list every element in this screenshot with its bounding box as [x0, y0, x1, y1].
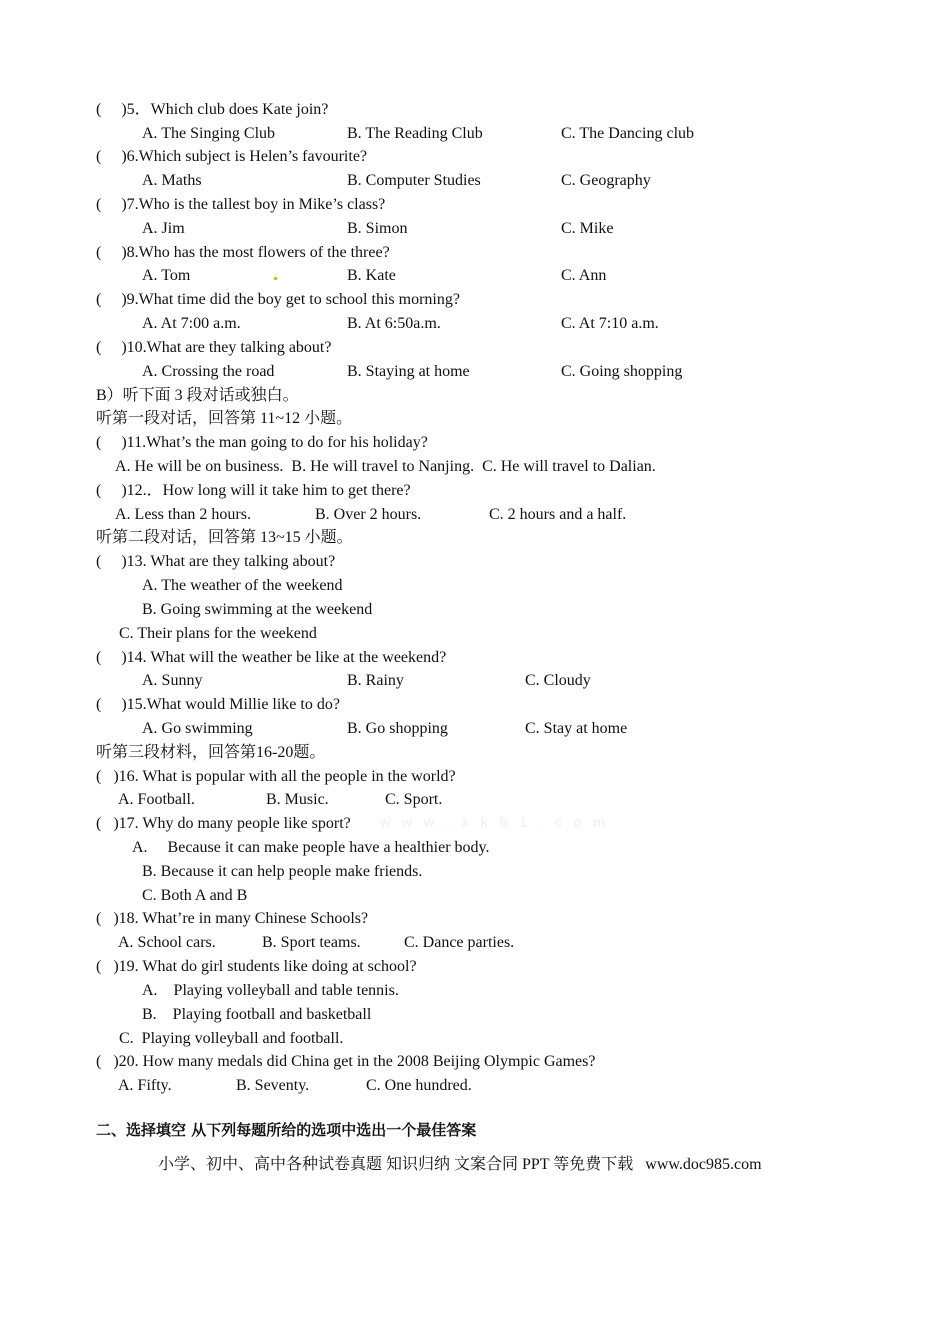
- q17-option-c: C. Both A and B: [142, 887, 248, 904]
- q14-option-c: C. Cloudy: [525, 672, 591, 689]
- q5-option-c: C. The Dancing club: [561, 125, 695, 142]
- section-b-title: B）听下面 3 段对话或独白。: [96, 387, 299, 404]
- question-11: ( )11.What’s the man going to do for his holiday?: [96, 434, 428, 451]
- question-16: ( )16. What is popular with all the people in the world?: [96, 768, 456, 785]
- question-20: ( )20. How many medals did China get in the 2008 Beijing Olympic Games?: [96, 1053, 596, 1070]
- question-14: ( )14. What will the weather be like at the weekend?: [96, 649, 447, 666]
- q18-option-c: C. Dance parties.: [404, 934, 515, 951]
- dialogue-1-title: 听第一段对话，回答第 11~12 小题。: [96, 410, 353, 427]
- q7-option-a: A. Jim: [142, 220, 185, 237]
- q17-option-b: B. Because it can help people make friends.: [142, 863, 423, 880]
- question-19: ( )19. What do girl students like doing at school?: [96, 958, 417, 975]
- question-12: ( )12.．How long will it take him to get there?: [96, 482, 411, 499]
- dialogue-2-title: 听第二段对话，回答第 13~15 小题。: [96, 529, 353, 546]
- q11-options: A. He will be on business. B. He will travel to Nanjing. C. He will travel to Dalian.: [115, 458, 656, 475]
- q16-option-b: B. Music.: [266, 791, 329, 808]
- question-9: ( )9.What time did the boy get to school this morning?: [96, 291, 460, 308]
- question-10: ( )10.What are they talking about?: [96, 339, 332, 356]
- q10-option-a: A. Crossing the road: [142, 363, 275, 380]
- q14-option-b: B. Rainy: [347, 672, 404, 689]
- q13-option-c: C. Their plans for the weekend: [119, 625, 317, 642]
- q10-option-b: B. Staying at home: [347, 363, 470, 380]
- q5-option-b: B. The Reading Club: [347, 125, 483, 142]
- question-5: ( )5．Which club does Kate join?: [96, 101, 329, 118]
- question-7: ( )7.Who is the tallest boy in Mike’s class?: [96, 196, 386, 213]
- q8-option-b: B. Kate: [347, 267, 396, 284]
- q9-option-a: A. At 7:00 a.m.: [142, 315, 241, 332]
- q12-option-b: B. Over 2 hours.: [315, 506, 422, 523]
- question-6: ( )6.Which subject is Helen’s favourite?: [96, 148, 368, 165]
- question-13: ( )13. What are they talking about?: [96, 553, 336, 570]
- q6-option-b: B. Computer Studies: [347, 172, 481, 189]
- stray-mark: [274, 277, 277, 280]
- q16-option-a: A. Football.: [118, 791, 195, 808]
- question-18: ( )18. What’re in many Chinese Schools?: [96, 910, 369, 927]
- q20-option-b: B. Seventy.: [236, 1077, 310, 1094]
- footer-text: 小学、初中、高中各种试卷真题 知识归纳 文案合同 PPT 等免费下载 www.doc985.com: [158, 1156, 762, 1173]
- q14-option-a: A. Sunny: [142, 672, 203, 689]
- q19-option-a: A. Playing volleyball and table tennis.: [142, 982, 399, 999]
- q19-option-b: B. Playing football and basketball: [142, 1006, 372, 1023]
- q15-option-c: C. Stay at home: [525, 720, 628, 737]
- q5-option-a: A. The Singing Club: [142, 125, 276, 142]
- q10-option-c: C. Going shopping: [561, 363, 683, 380]
- q15-option-b: B. Go shopping: [347, 720, 448, 737]
- q6-option-c: C. Geography: [561, 172, 651, 189]
- q18-option-b: B. Sport teams.: [262, 934, 361, 951]
- question-17: ( )17. Why do many people like sport?: [96, 815, 351, 832]
- section-2-heading: 二、选择填空 从下列每题所给的选项中选出一个最佳答案: [96, 1121, 477, 1139]
- q7-option-b: B. Simon: [347, 220, 408, 237]
- q7-option-c: C. Mike: [561, 220, 614, 237]
- q8-option-c: C. Ann: [561, 267, 607, 284]
- question-15: ( )15.What would Millie like to do?: [96, 696, 340, 713]
- q20-option-a: A. Fifty.: [118, 1077, 172, 1094]
- watermark: w w w . x k b 1 . c o m: [380, 814, 609, 830]
- q12-option-a: A. Less than 2 hours.: [115, 506, 251, 523]
- q13-option-a: A. The weather of the weekend: [142, 577, 343, 594]
- q8-option-a: A. Tom: [142, 267, 191, 284]
- q15-option-a: A. Go swimming: [142, 720, 253, 737]
- q6-option-a: A. Maths: [142, 172, 202, 189]
- q20-option-c: C. One hundred.: [366, 1077, 472, 1094]
- material-3-title: 听第三段材料，回答第16-20题。: [96, 744, 326, 761]
- q16-option-c: C. Sport.: [385, 791, 443, 808]
- q12-option-c: C. 2 hours and a half.: [489, 506, 627, 523]
- q9-option-b: B. At 6:50a.m.: [347, 315, 441, 332]
- question-8: ( )8.Who has the most flowers of the three?: [96, 244, 390, 261]
- q17-option-a: A. Because it can make people have a healthier body.: [132, 839, 490, 856]
- q18-option-a: A. School cars.: [118, 934, 216, 951]
- q19-option-c: C. Playing volleyball and football.: [119, 1030, 344, 1047]
- q9-option-c: C. At 7:10 a.m.: [561, 315, 659, 332]
- q13-option-b: B. Going swimming at the weekend: [142, 601, 373, 618]
